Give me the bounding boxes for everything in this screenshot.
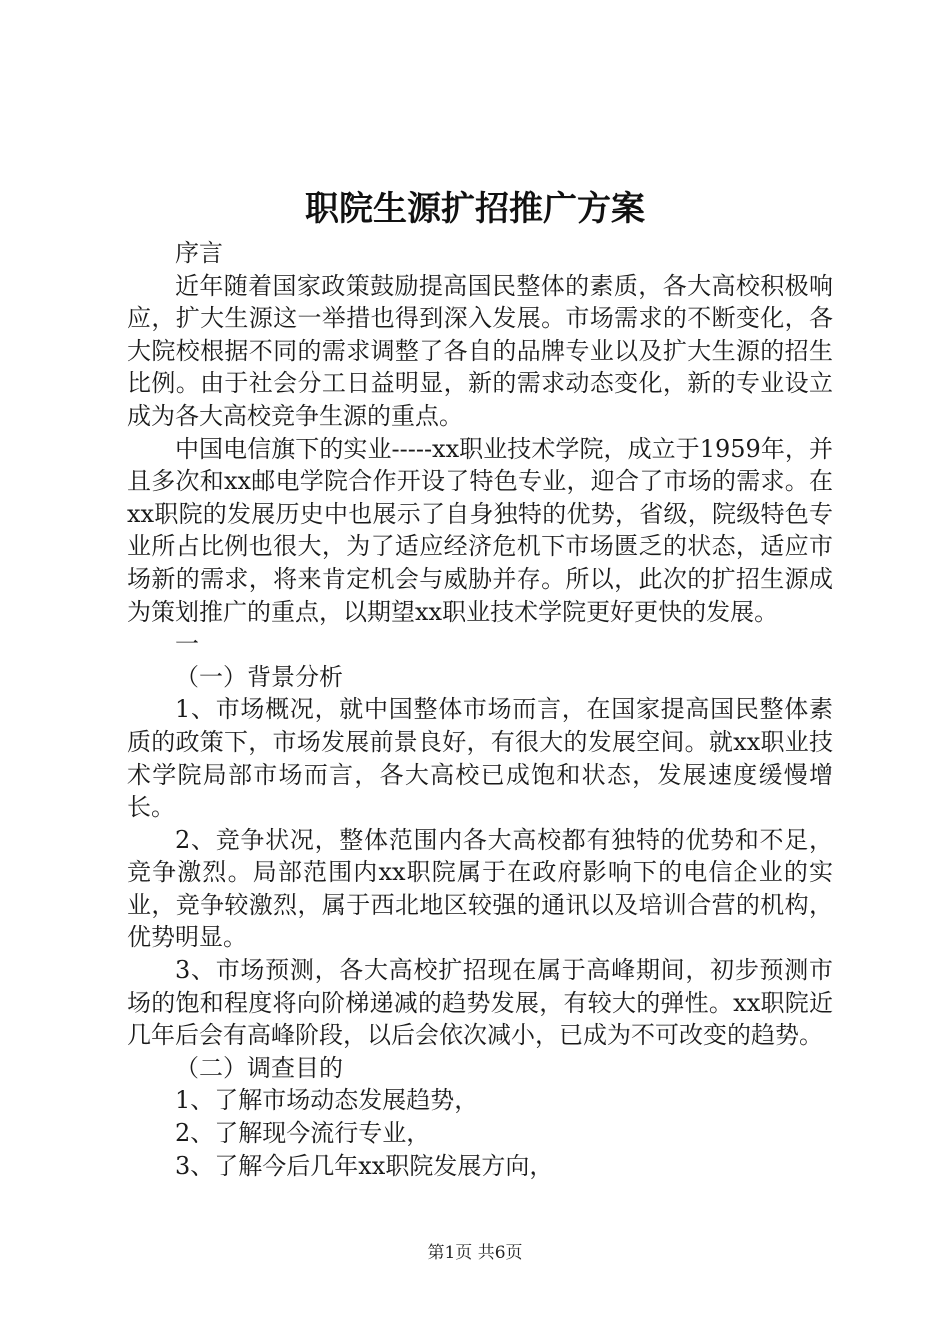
- section-number: 一: [175, 630, 199, 659]
- body-paragraph: 中国电信旗下的实业-----xx职业技术学院，成立于1959年，并且多次和xx邮电学院合作开设了特色专业，迎合了市场的需求。在xx职院的发展历史中也展示了自身独特的优势，省级，院级特色专业所占比例也很大，为了适应经济危机下市场匮乏的状态，适应市场新的需求，将来肯定机会与威胁并存。所以，此次的扩招生源成为策划推广的重点，以期望xx职业技术学院更好更快的发展。: [127, 434, 833, 626]
- list-item: 3、了解今后几年xx职院发展方向，: [175, 1151, 554, 1180]
- list-item: 2、了解现今流行专业，: [175, 1119, 431, 1148]
- preface-heading: 序言: [175, 239, 223, 267]
- section-heading-purpose: （二）调查目的: [175, 1053, 343, 1082]
- document-title: 职院生源扩招推广方案: [305, 189, 645, 229]
- list-item: 1、了解市场动态发展趋势，: [175, 1086, 479, 1115]
- body-paragraph: 1、市场概况，就中国整体市场而言，在国家提高国民整体素质的政策下，市场发展前景良好，有很大的发展空间。就xx职业技术学院局部市场而言，各大高校已成饱和状态，发展速度缓慢增长。: [127, 695, 833, 822]
- page-footer: 第1页 共6页: [427, 1243, 523, 1263]
- body-paragraph: 近年随着国家政策鼓励提高国民整体的素质，各大高校积极响应，扩大生源这一举措也得到深入发展。市场需求的不断变化，各大院校根据不同的需求调整了各自的品牌专业以及扩大生源的招生比例。由于社会分工日益明显，新的需求动态变化，新的专业设立成为各大高校竞争生源的重点。: [127, 271, 833, 430]
- body-paragraph: 3、市场预测，各大高校扩招现在属于高峰期间，初步预测市场的饱和程度将向阶梯递减的趋势发展，有较大的弹性。xx职院近几年后会有高峰阶段，以后会依次减小，已成为不可改变的趋势。: [127, 956, 833, 1050]
- body-paragraph: 2、竞争状况，整体范围内各大高校都有独特的优势和不足，竞争激烈。局部范围内xx职院属于在政府影响下的电信企业的实业，竞争较激烈，属于西北地区较强的通讯以及培训合营的机构，优势明显。: [127, 825, 833, 952]
- section-heading-background: （一）背景分析: [175, 662, 343, 691]
- document-body: [127, 237, 833, 1182]
